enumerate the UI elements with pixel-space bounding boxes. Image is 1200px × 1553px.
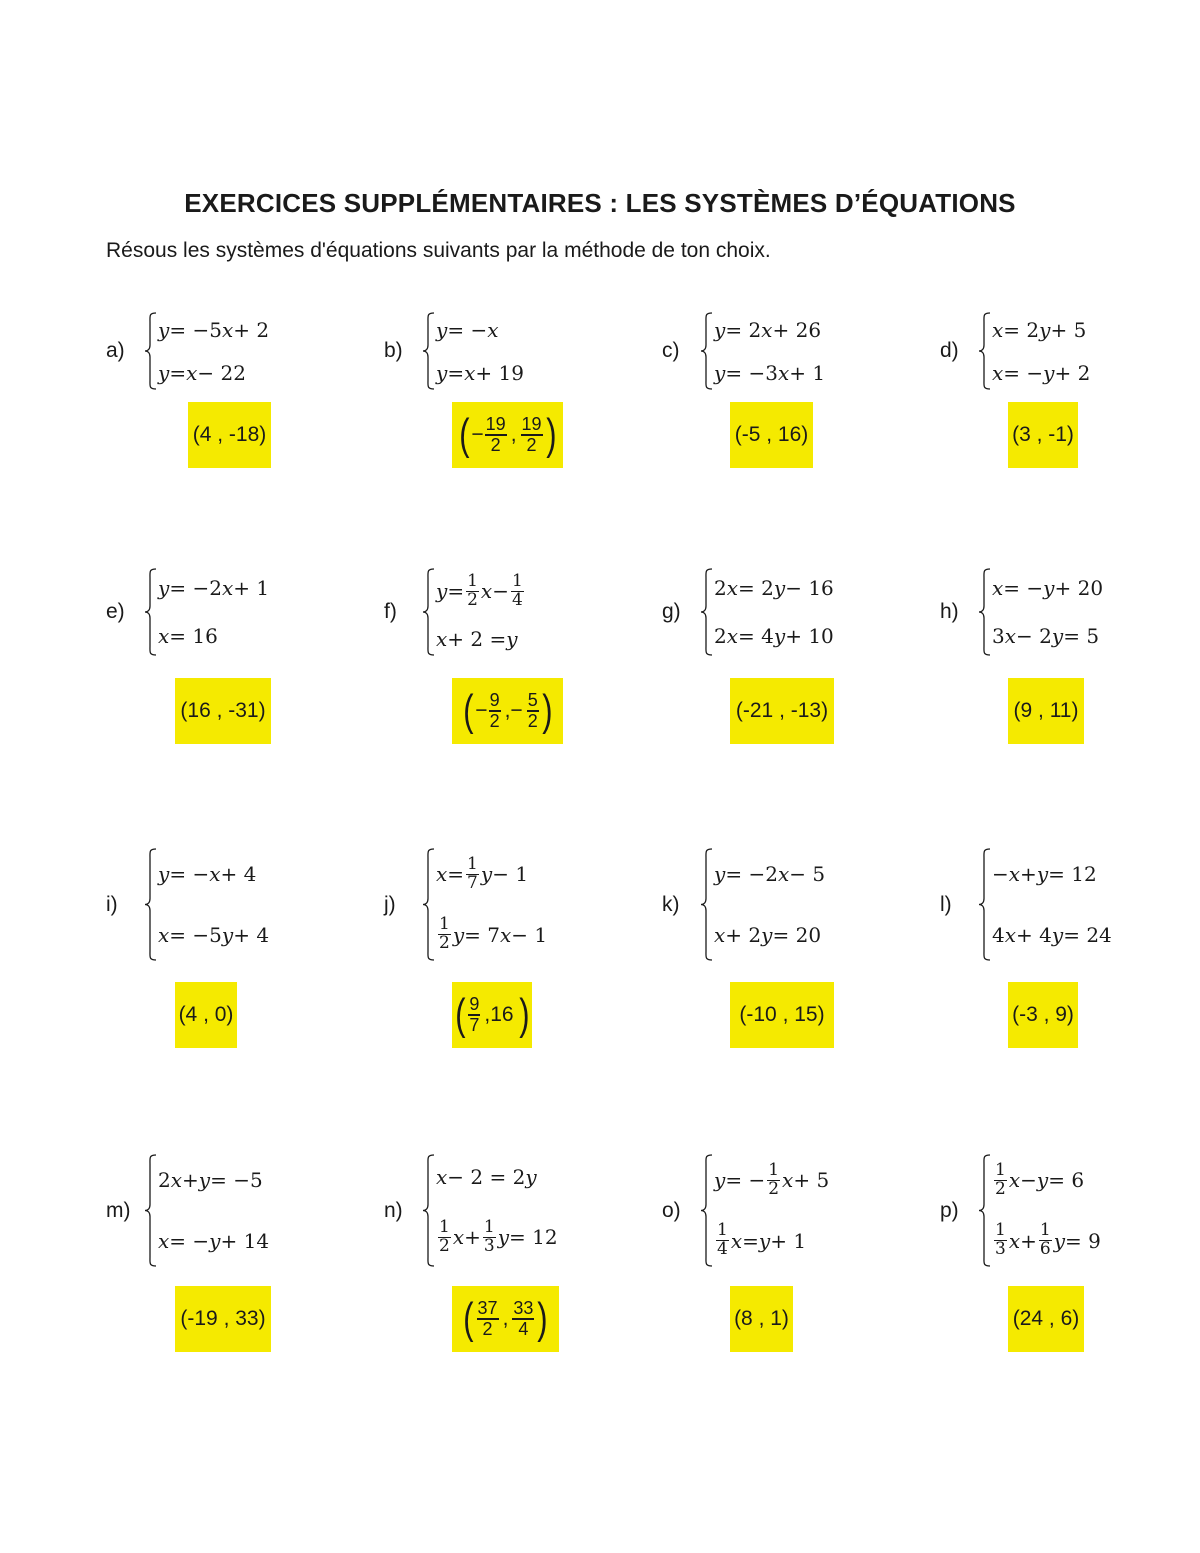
exercise-m (106, 1148, 356, 1273)
exercise-j (384, 842, 634, 967)
answer-highlight: (9 , 11) (1008, 678, 1084, 744)
exercise-label: i) (106, 892, 118, 916)
equation-1: y = −5 x + 2 (158, 317, 270, 342)
coefficient-fraction: $\frac{1}{6}$ (1039, 1220, 1051, 1260)
right-paren: ) (545, 410, 557, 459)
exercise-label: e) (106, 600, 125, 623)
answer-highlight: ( − $\frac{19}{2}$ , $\frac{19}{2}$ ) (452, 402, 563, 468)
exercise-o (662, 1148, 912, 1273)
equation-2: x + 2 y = 20 (714, 922, 822, 947)
coefficient-fraction: $\frac{1}{7}$ (467, 853, 478, 893)
left-paren: ( (462, 686, 474, 735)
exercise-f (384, 562, 634, 662)
answer-fraction: $\frac{9}{7}$ (469, 994, 480, 1035)
coefficient-fraction: $\frac{1}{3}$ (483, 1217, 495, 1257)
left-brace-icon (978, 562, 992, 662)
equation-2: $\frac{1}{2}$ y = 7 x − 1 (439, 914, 548, 954)
coefficient-fraction: $\frac{1}{2}$ (768, 1159, 780, 1199)
exercise-label: n) (384, 1198, 403, 1222)
answer-highlight: (-10 , 15) (730, 982, 834, 1048)
exercise-label: o) (662, 1198, 681, 1222)
left-paren: ( (463, 1294, 474, 1343)
right-paren: ) (518, 990, 530, 1039)
coefficient-fraction: $\frac{1}{2}$ (439, 1217, 450, 1257)
instructions: Résous les systèmes d'équations suivants par la méthode de ton choix. (106, 239, 771, 262)
coefficient-fraction: $\frac{1}{4}$ (717, 1220, 728, 1260)
answer-highlight: (8 , 1) (730, 1286, 793, 1352)
equation-1: x = − y + 20 (992, 576, 1104, 600)
answer-highlight: (3 , -1) (1008, 402, 1078, 468)
left-brace-icon (978, 842, 992, 967)
equation-1: y = − x (436, 317, 499, 342)
exercise-g (662, 562, 912, 662)
answer-highlight: (16 , -31) (175, 678, 271, 744)
left-brace-icon (700, 306, 714, 396)
left-brace-icon (978, 1148, 992, 1273)
equation-1: 2 x + y = −5 (158, 1168, 263, 1193)
answer-fraction: $\frac{5}{2}$ (527, 690, 538, 731)
exercise-k (662, 842, 912, 967)
equation-2: 4 x + 4 y = 24 (992, 922, 1112, 947)
coefficient-fraction: $\frac{1}{4}$ (511, 570, 523, 610)
coefficient-fraction: $\frac{1}{2}$ (467, 570, 478, 610)
equation-1: x − 2 = 2 y (436, 1165, 537, 1189)
exercise-label: g) (662, 600, 681, 623)
answer-fraction: $\frac{33}{4}$ (513, 1298, 534, 1339)
answer-highlight: (-5 , 16) (730, 402, 813, 468)
equation-2: y = x − 22 (158, 360, 246, 385)
equation-1: y = −2 x − 5 (714, 862, 826, 887)
equation-2: y = x + 19 (436, 360, 524, 385)
exercise-label: a) (106, 339, 125, 362)
exercise-label: h) (940, 600, 959, 623)
left-brace-icon (144, 842, 158, 967)
exercise-label: k) (662, 892, 680, 916)
equation-2: y = −3 x + 1 (714, 360, 826, 385)
equation-1: y = − x + 4 (158, 862, 257, 887)
left-brace-icon (422, 1148, 436, 1273)
left-brace-icon (422, 306, 436, 396)
answer-highlight: (-19 , 33) (175, 1286, 271, 1352)
left-brace-icon (978, 306, 992, 396)
exercise-label: c) (662, 339, 680, 362)
exercise-label: d) (940, 339, 959, 362)
equation-2: $\frac{1}{2}$ x + $\frac{1}{3}$ y = 12 (439, 1217, 558, 1257)
equation-1: 2 x = 2 y − 16 (714, 576, 834, 600)
equation-1: x = $\frac{1}{7}$ y − 1 (436, 853, 529, 893)
answer-fraction: $\frac{9}{2}$ (489, 690, 500, 731)
page-title: EXERCICES SUPPLÉMENTAIRES : LES SYSTÈMES D’ÉQUATIONS (184, 188, 1016, 218)
answer-highlight: ( $\frac{37}{2}$ , $\frac{33}{4}$ ) (452, 1286, 559, 1352)
equation-1: y = − $\frac{1}{2}$ x + 5 (714, 1159, 830, 1199)
exercise-label: l) (940, 892, 952, 916)
equation-2: x = 16 (158, 624, 218, 648)
right-paren: ) (537, 1294, 548, 1343)
left-brace-icon (422, 842, 436, 967)
exercise-b (384, 306, 634, 396)
exercise-c (662, 306, 912, 396)
answer-fraction: $\frac{19}{2}$ (521, 414, 542, 455)
left-brace-icon (144, 306, 158, 396)
exercise-l (940, 842, 1190, 967)
answer-highlight: (4 , -18) (188, 402, 271, 468)
exercise-a (106, 306, 356, 396)
equation-1: $\frac{1}{2}$ x − y = 6 (995, 1159, 1085, 1199)
exercise-d (940, 306, 1190, 396)
answer-highlight: (-3 , 9) (1008, 982, 1078, 1048)
equation-2: $\frac{1}{4}$ x = y + 1 (717, 1220, 807, 1260)
equation-1: y = 2 x + 26 (714, 317, 822, 342)
left-brace-icon (422, 562, 436, 662)
equation-2: 2 x = 4 y + 10 (714, 624, 834, 648)
equation-2: x = −5 y + 4 (158, 922, 270, 947)
exercise-i (106, 842, 356, 967)
exercise-label: f) (384, 600, 397, 623)
equation-1: x = 2 y + 5 (992, 317, 1087, 342)
exercise-p (940, 1148, 1190, 1273)
left-paren: ( (458, 410, 470, 459)
equation-2: x + 2 = y (436, 627, 518, 652)
left-brace-icon (700, 842, 714, 967)
exercise-label: j) (384, 892, 396, 916)
equation-1: y = $\frac{1}{2}$ x − $\frac{1}{4}$ (436, 570, 523, 610)
coefficient-fraction: $\frac{1}{3}$ (995, 1220, 1006, 1260)
answer-highlight: ( $\frac{9}{7}$ ,16 ) (452, 982, 532, 1048)
left-paren: ( (454, 990, 466, 1039)
exercise-label: b) (384, 339, 403, 362)
left-brace-icon (144, 562, 158, 662)
exercise-label: p) (940, 1198, 959, 1222)
equation-2: $\frac{1}{3}$ x + $\frac{1}{6}$ y = 9 (995, 1220, 1101, 1260)
answer-highlight: (4 , 0) (175, 982, 237, 1048)
answer-highlight: ( − $\frac{9}{2}$ ,− $\frac{5}{2}$ ) (452, 678, 563, 744)
equation-1: − x + y = 12 (992, 862, 1097, 887)
equation-1: y = −2 x + 1 (158, 576, 270, 600)
answer-highlight: (24 , 6) (1008, 1286, 1084, 1352)
answer-fraction: $\frac{37}{2}$ (477, 1298, 498, 1339)
exercise-h (940, 562, 1190, 662)
coefficient-fraction: $\frac{1}{2}$ (439, 914, 450, 954)
answer-highlight: (-21 , -13) (730, 678, 834, 744)
left-brace-icon (700, 1148, 714, 1273)
equation-2: x = − y + 2 (992, 360, 1091, 385)
answer-fraction: $\frac{19}{2}$ (485, 414, 506, 455)
equation-2: 3 x − 2 y = 5 (992, 624, 1100, 648)
exercise-n (384, 1148, 634, 1273)
left-brace-icon (144, 1148, 158, 1273)
right-paren: ) (541, 686, 553, 735)
exercise-e (106, 562, 356, 662)
left-brace-icon (700, 562, 714, 662)
equation-2: x = − y + 14 (158, 1228, 270, 1253)
coefficient-fraction: $\frac{1}{2}$ (995, 1159, 1006, 1199)
exercise-label: m) (106, 1198, 131, 1222)
